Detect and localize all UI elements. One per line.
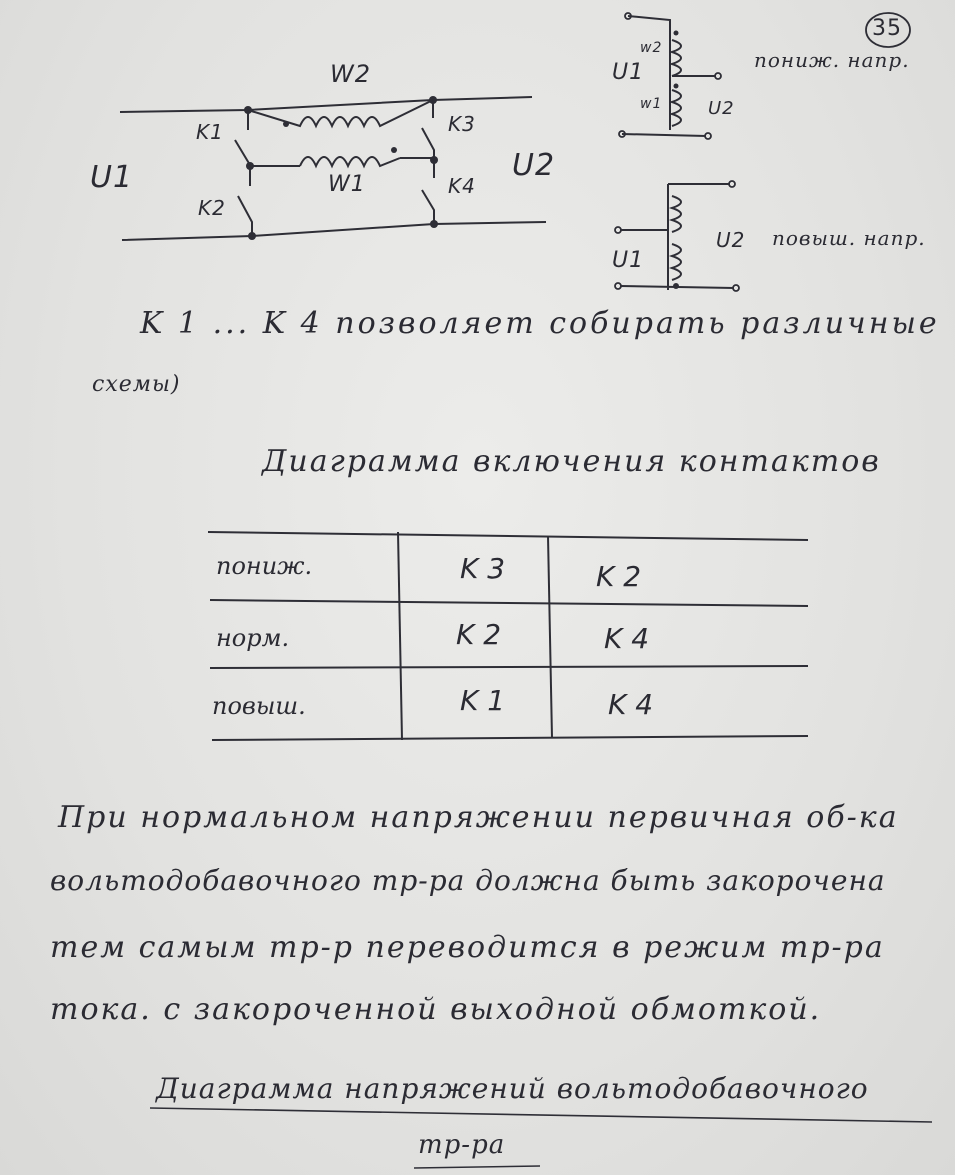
middle-wire	[250, 158, 433, 166]
step-down-u2: U2	[708, 98, 735, 119]
step-up-u2: U2	[716, 228, 746, 252]
step-down-u1: U1	[612, 60, 645, 85]
w1-coil	[300, 157, 400, 166]
table-cell: K 2	[596, 560, 642, 593]
table-title: Диаграмма включения контактов	[262, 444, 881, 479]
junction-dot	[430, 156, 438, 164]
label-k4: K4	[448, 174, 476, 198]
bottom-bus-wire	[122, 222, 546, 240]
junction-dot	[246, 162, 254, 170]
label-w1: W1	[328, 172, 366, 197]
junction-dot	[430, 220, 438, 228]
title-underline	[414, 1166, 540, 1168]
footer-title-line-1: Диаграмма напряжений вольтодобавочного	[156, 1072, 869, 1105]
table-cell-mode: норм.	[216, 624, 290, 652]
junction-dot	[429, 96, 437, 104]
note-line-1: K 1 ... K 4 позволяет собирать различные	[140, 306, 940, 341]
title-underline	[150, 1108, 932, 1122]
table-cell: K 4	[604, 622, 650, 655]
note-line-2: схемы)	[92, 372, 181, 397]
paragraph-line: При нормальном напряжении первичная об-ка	[58, 800, 899, 835]
paragraph-line: вольтодобавочного тр-ра должна быть закорочена	[50, 864, 886, 897]
table-cell: K 1	[460, 684, 506, 717]
label-k2: K2	[198, 196, 226, 220]
junction-dot	[244, 106, 252, 114]
label-w2: W2	[330, 60, 371, 88]
table-cell: K 2	[456, 618, 502, 651]
table-cell-mode: пониж.	[216, 552, 313, 580]
step-up-u1: U1	[612, 248, 645, 273]
step-down-w2: w2	[640, 40, 663, 56]
table-cell: K 4	[608, 688, 654, 721]
paragraph-line: тока. с закороченной выходной обмоткой.	[50, 992, 822, 1027]
footer-title-line-2: тр-ра	[418, 1130, 506, 1160]
table-cell: K 3	[460, 552, 506, 585]
step-up-caption: повыш. напр.	[772, 226, 926, 250]
label-u1: U1	[90, 160, 134, 195]
polarity-dot	[391, 147, 397, 153]
top-bus-wire	[120, 97, 532, 112]
polarity-dot	[283, 121, 289, 127]
label-k1: K1	[196, 120, 224, 144]
label-k3: K3	[448, 112, 476, 136]
label-u2: U2	[512, 148, 556, 183]
step-down-caption: пониж. напр.	[754, 48, 910, 72]
paragraph-line: тем самым тр-р переводится в режим тр-ра	[50, 930, 885, 965]
w2-coil	[248, 100, 433, 126]
step-down-w1: w1	[640, 96, 663, 112]
table-cell-mode: повыш.	[212, 692, 306, 720]
page-number: 35	[872, 16, 902, 41]
left-switches	[235, 110, 252, 236]
junction-dot	[248, 232, 256, 240]
